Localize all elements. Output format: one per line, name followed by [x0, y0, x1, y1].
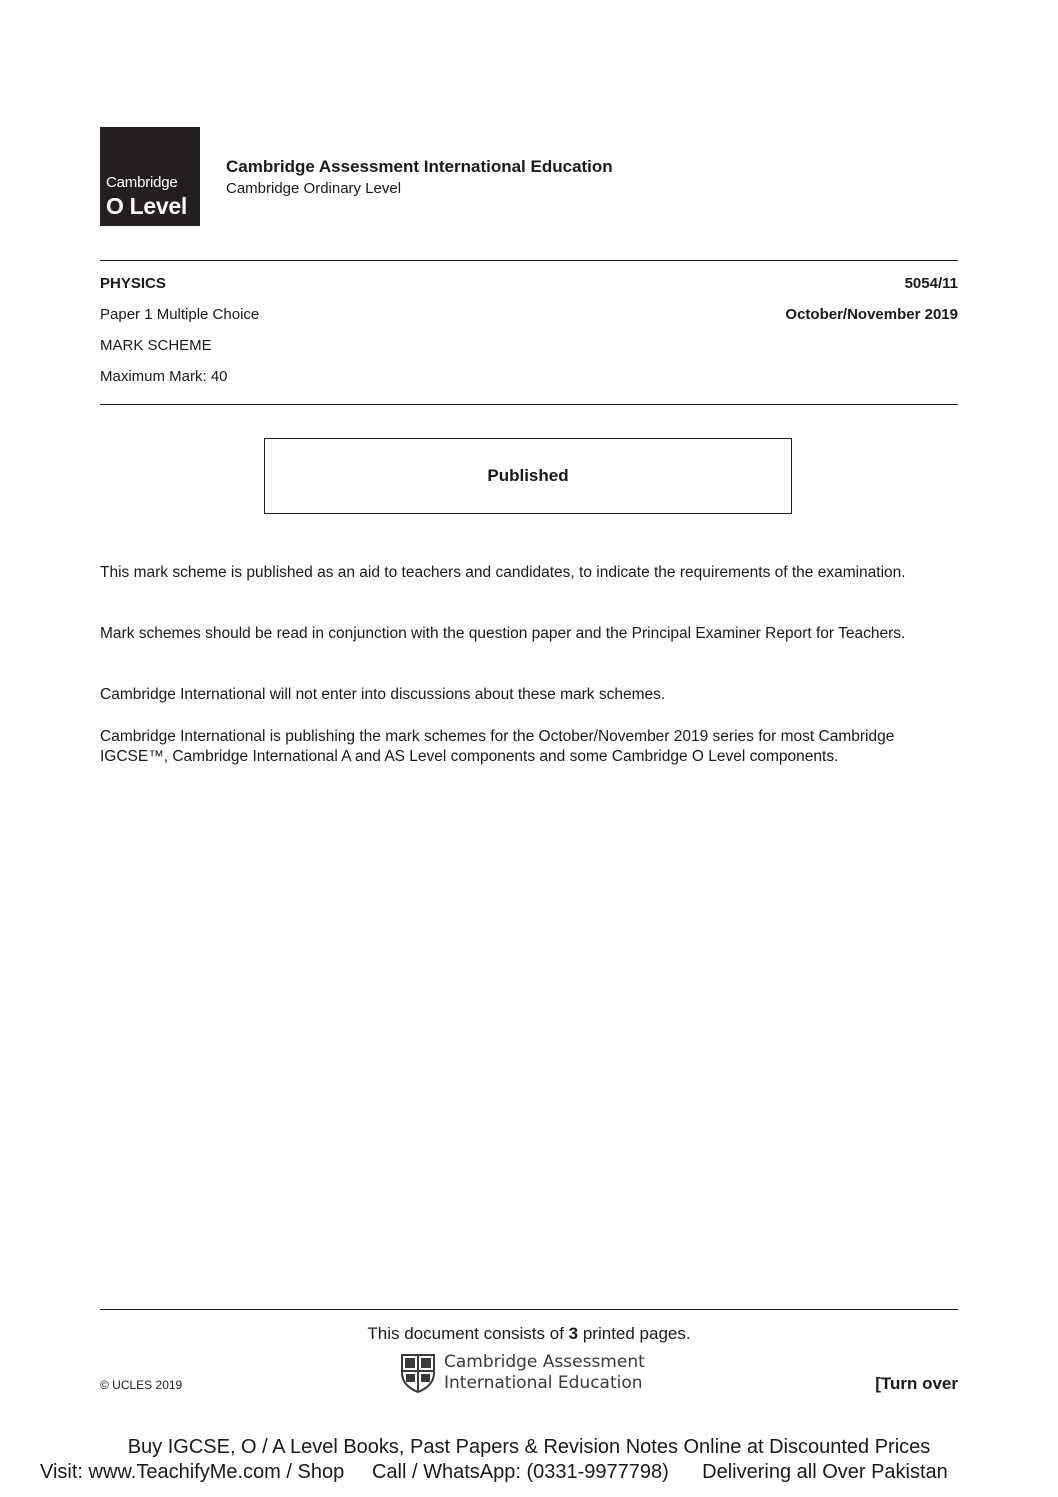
conjunction-paragraph: Mark schemes should be read in conjunction with the question paper and the Principal Examiner Report for Teachers.: [100, 625, 906, 642]
assessment-logo-line-1: Cambridge Assessment: [444, 1352, 645, 1372]
paper-code: 5054/11: [904, 275, 958, 292]
subject: PHYSICS: [100, 275, 166, 292]
shield-crest-icon: [400, 1353, 436, 1393]
maximum-mark: Maximum Mark: 40: [100, 368, 228, 385]
header-rule-top: [100, 260, 958, 261]
logo-line-2: O Level: [106, 193, 187, 219]
page-count-statement: [0, 1324, 1058, 1344]
organization-subtitle: Cambridge Ordinary Level: [226, 180, 402, 197]
promo-line-1: Buy IGCSE, O / A Level Books, Past Papers & Revision Notes Online at Discounted Prices: [127, 1436, 931, 1458]
series-paragraph: Cambridge International is publishing the mark schemes for the October/November 2019 series for most Cambridge IGCSE™, Cambridge International A and AS Level components and some Cambridge O Level components.: [100, 728, 895, 765]
cambridge-assessment-logo: [400, 1352, 645, 1394]
cambridge-o-level-logo: [100, 127, 200, 226]
published-label: Published: [487, 466, 569, 485]
footer-rule: [100, 1309, 958, 1310]
promo-line-2: Visit: www.TeachifyMe.com / Shop Call / WhatsApp: (0331-9977798) Delivering all Over Pakistan: [40, 1461, 948, 1483]
header-rule-bottom: [100, 404, 958, 405]
exam-session: October/November 2019: [785, 306, 958, 323]
logo-line-1: Cambridge: [106, 174, 178, 191]
published-status-box: [264, 438, 792, 514]
turn-over-label: [Turn over: [875, 1374, 958, 1393]
assessment-logo-line-2: International Education: [444, 1373, 643, 1393]
paper-title: Paper 1 Multiple Choice: [100, 306, 260, 323]
page-count-suffix: printed pages.: [578, 1324, 691, 1343]
copyright-notice: © UCLES 2019: [100, 1378, 183, 1392]
page-count-prefix: This document consists of: [367, 1324, 569, 1343]
organization-title: Cambridge Assessment International Education: [226, 157, 613, 176]
intro-paragraph: This mark scheme is published as an aid to teachers and candidates, to indicate the requirements of the examination.: [100, 564, 906, 581]
discussion-paragraph: Cambridge International will not enter into discussions about these mark schemes.: [100, 686, 666, 703]
document-type: MARK SCHEME: [100, 337, 212, 354]
page-count-number: 3: [568, 1324, 579, 1343]
